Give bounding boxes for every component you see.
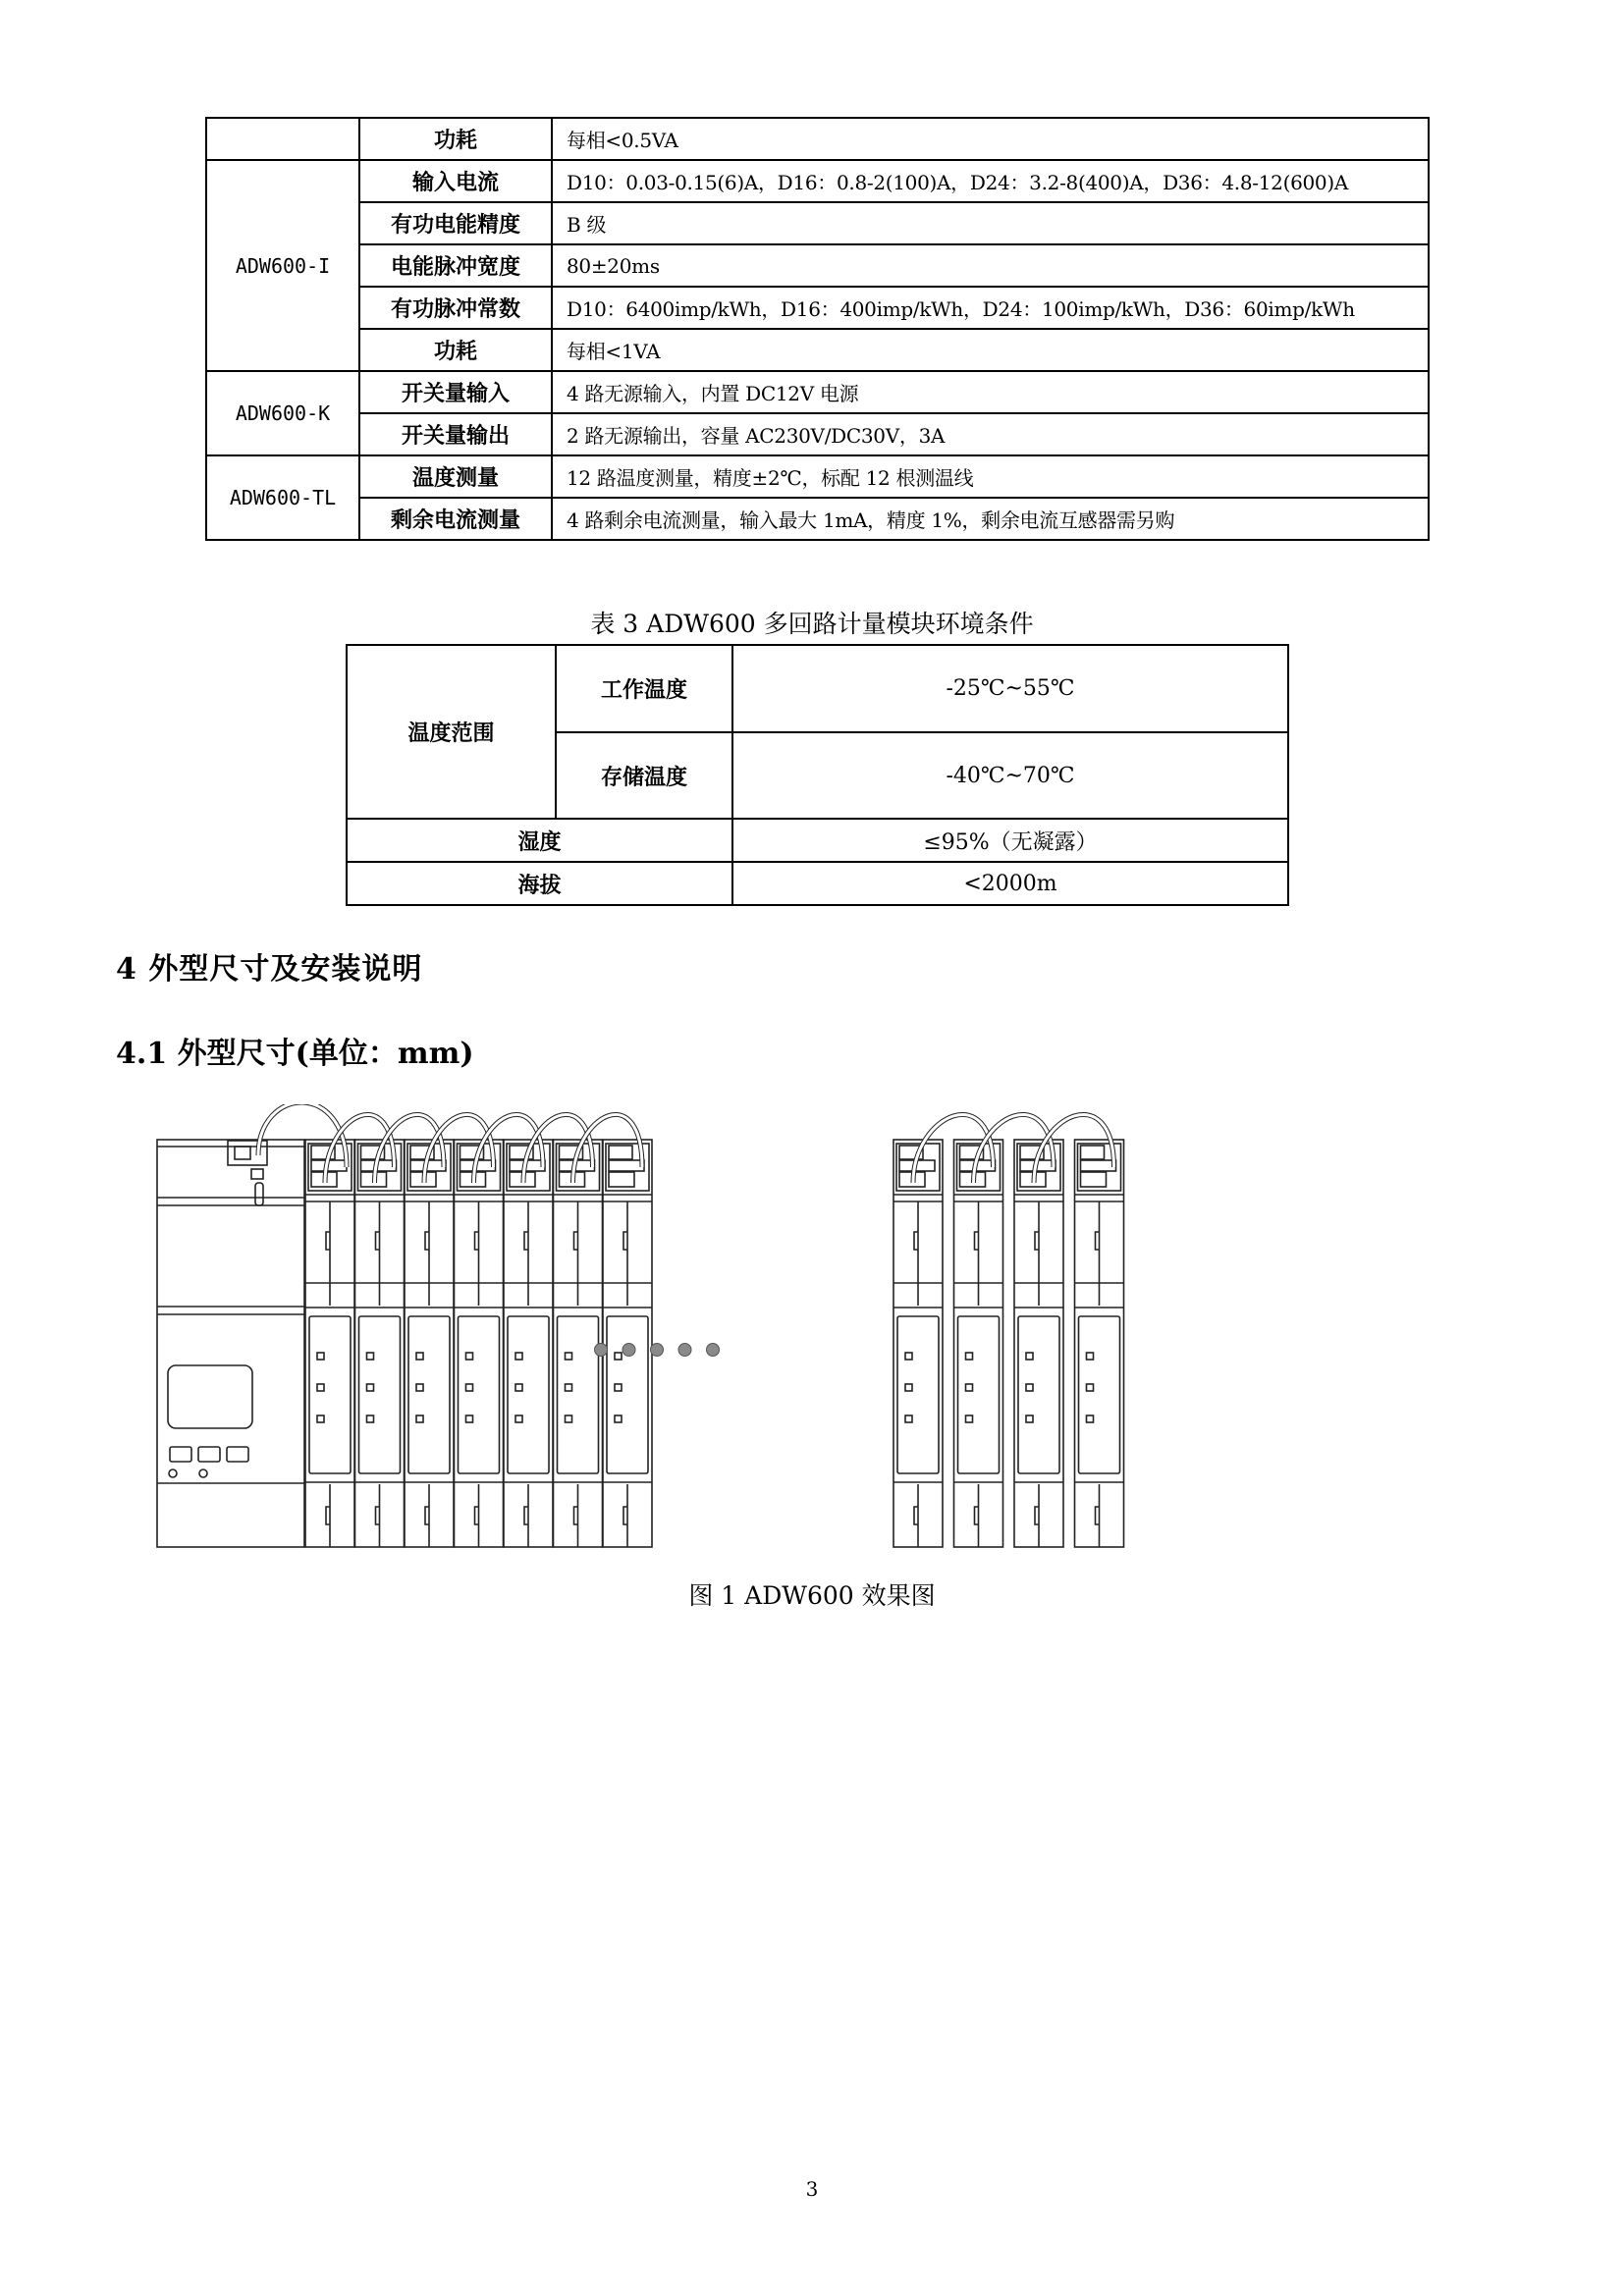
status-led [615, 1384, 622, 1391]
storage-temp-label: 存储温度 [556, 732, 732, 819]
table-row [347, 645, 1288, 732]
io-module [554, 1140, 603, 1547]
status-led [1026, 1353, 1033, 1360]
value-cell: 每相<1VA [552, 329, 1429, 371]
enter-button [170, 1447, 191, 1462]
status-led [615, 1415, 622, 1422]
param-cell: 有功脉冲常数 [359, 287, 552, 329]
model-cell-adw600-i: ADW600-I [206, 160, 359, 371]
param-cell: 电能脉冲宽度 [359, 244, 552, 287]
temp-range-label: 温度范围 [347, 645, 556, 819]
ellipsis-dot [678, 1344, 691, 1357]
table-row [206, 244, 1429, 287]
status-led [367, 1415, 374, 1422]
spec-table [205, 117, 1430, 541]
altitude-value: <2000m [732, 862, 1288, 905]
io-module [504, 1140, 553, 1547]
status-led [905, 1384, 912, 1391]
status-led [566, 1353, 572, 1360]
value-cell: B 级 [552, 202, 1429, 244]
value-cell: 4 路无源输入，内置 DC12V 电源 [552, 371, 1429, 413]
status-led [317, 1353, 324, 1360]
ellipsis-dot [623, 1344, 635, 1357]
status-led [416, 1353, 423, 1360]
io-module [1014, 1140, 1063, 1547]
humidity-value: ≤95%（无凝露） [732, 819, 1288, 862]
table-row [206, 371, 1429, 413]
io-module [305, 1140, 354, 1547]
main-unit-body [157, 1140, 304, 1547]
io-module [355, 1140, 405, 1547]
operating-temp-label: 工作温度 [556, 645, 732, 732]
status-led [466, 1384, 473, 1391]
table-row [347, 819, 1288, 862]
subsection-heading: 4.1 外型尺寸(单位：mm) [116, 1037, 474, 1071]
table-row [206, 455, 1429, 498]
value-cell: 每相<0.5VA [552, 118, 1429, 160]
led-indicator [199, 1469, 207, 1477]
right-module-group [893, 1140, 1124, 1547]
status-led [966, 1415, 973, 1422]
io-module [954, 1140, 1003, 1547]
module-panel [408, 1316, 450, 1473]
param-cell: 温度测量 [359, 455, 552, 498]
device-figure [152, 1104, 1478, 1556]
status-led [416, 1415, 423, 1422]
io-module [455, 1140, 504, 1547]
status-led [466, 1353, 473, 1360]
status-led [317, 1384, 324, 1391]
up-button [198, 1447, 220, 1462]
table-row [206, 118, 1429, 160]
page-number: 3 [805, 2177, 819, 2201]
status-led [317, 1415, 324, 1422]
status-led [1087, 1353, 1094, 1360]
status-led [515, 1384, 522, 1391]
module-panel [558, 1316, 599, 1473]
value-cell: 80±20ms [552, 244, 1429, 287]
param-cell: 功耗 [359, 329, 552, 371]
status-led [1087, 1415, 1094, 1422]
ellipsis-dot [595, 1344, 608, 1357]
io-module [1075, 1140, 1124, 1547]
status-led [515, 1353, 522, 1360]
indicator-slot [255, 1183, 263, 1205]
value-cell: 12 路温度测量，精度±2℃，标配 12 根测温线 [552, 455, 1429, 498]
module-panel [958, 1316, 1000, 1473]
param-cell: 开关量输入 [359, 371, 552, 413]
param-cell: 开关量输出 [359, 413, 552, 455]
status-led [566, 1415, 572, 1422]
module-panel [459, 1316, 500, 1473]
module-panel [1079, 1316, 1120, 1473]
status-led [1087, 1384, 1094, 1391]
param-cell: 功耗 [359, 118, 552, 160]
storage-temp-value: -40℃~70℃ [732, 732, 1288, 819]
altitude-label: 海拔 [347, 862, 732, 905]
table-row [206, 498, 1429, 540]
status-led [566, 1384, 572, 1391]
status-led [416, 1384, 423, 1391]
param-cell: 剩余电流测量 [359, 498, 552, 540]
status-led [367, 1384, 374, 1391]
status-led [966, 1384, 973, 1391]
module-panel [359, 1316, 401, 1473]
value-cell: 2 路无源输出，容量 AC230V/DC30V，3A [552, 413, 1429, 455]
module-panel [1018, 1316, 1059, 1473]
main-unit [157, 1140, 304, 1547]
module-panel [309, 1316, 351, 1473]
section-heading: 4 外型尺寸及安装说明 [116, 952, 423, 987]
value-cell: D10：6400imp/kWh，D16：400imp/kWh，D24：100imp/kWh，D36：60imp/kWh [552, 287, 1429, 329]
lcd-screen [168, 1365, 252, 1428]
environment-table [346, 644, 1289, 906]
module-panel [897, 1316, 939, 1473]
status-led [466, 1415, 473, 1422]
cable [258, 1104, 347, 1167]
status-led [615, 1353, 622, 1360]
table-row [206, 202, 1429, 244]
table-row [347, 862, 1288, 905]
dip-switch [251, 1169, 263, 1179]
model-cell-adw600-k: ADW600-K [206, 371, 359, 455]
status-led [1026, 1415, 1033, 1422]
value-cell: 4 路剩余电流测量，输入最大 1mA，精度 1%，剩余电流互感器需另购 [552, 498, 1429, 540]
led-indicator [169, 1469, 177, 1477]
io-module [405, 1140, 454, 1547]
status-led [1026, 1384, 1033, 1391]
table-caption: 表 3 ADW600 多回路计量模块环境条件 [590, 610, 1034, 638]
figure-caption: 图 1 ADW600 效果图 [688, 1581, 936, 1610]
module-panel [508, 1316, 549, 1473]
param-cell: 有功电能精度 [359, 202, 552, 244]
ellipsis-dot [707, 1344, 720, 1357]
status-led [905, 1415, 912, 1422]
param-cell: 输入电流 [359, 160, 552, 202]
operating-temp-value: -25℃~55℃ [732, 645, 1288, 732]
module-panel [607, 1316, 648, 1473]
model-cell-adw600-tl: ADW600-TL [206, 455, 359, 540]
status-led [966, 1353, 973, 1360]
table-row [206, 287, 1429, 329]
table-row [206, 160, 1429, 202]
status-led [905, 1353, 912, 1360]
humidity-label: 湿度 [347, 819, 732, 862]
status-led [515, 1415, 522, 1422]
down-button [227, 1447, 248, 1462]
model-cell [206, 118, 359, 160]
io-module [893, 1140, 943, 1547]
table-row [206, 413, 1429, 455]
ellipsis-dot [651, 1344, 664, 1357]
ellipsis-dots [595, 1344, 720, 1357]
status-led [367, 1353, 374, 1360]
table-row [206, 329, 1429, 371]
value-cell: D10：0.03-0.15(6)A，D16：0.8-2(100)A，D24：3.2-8(400)A，D36：4.8-12(600)A [552, 160, 1429, 202]
